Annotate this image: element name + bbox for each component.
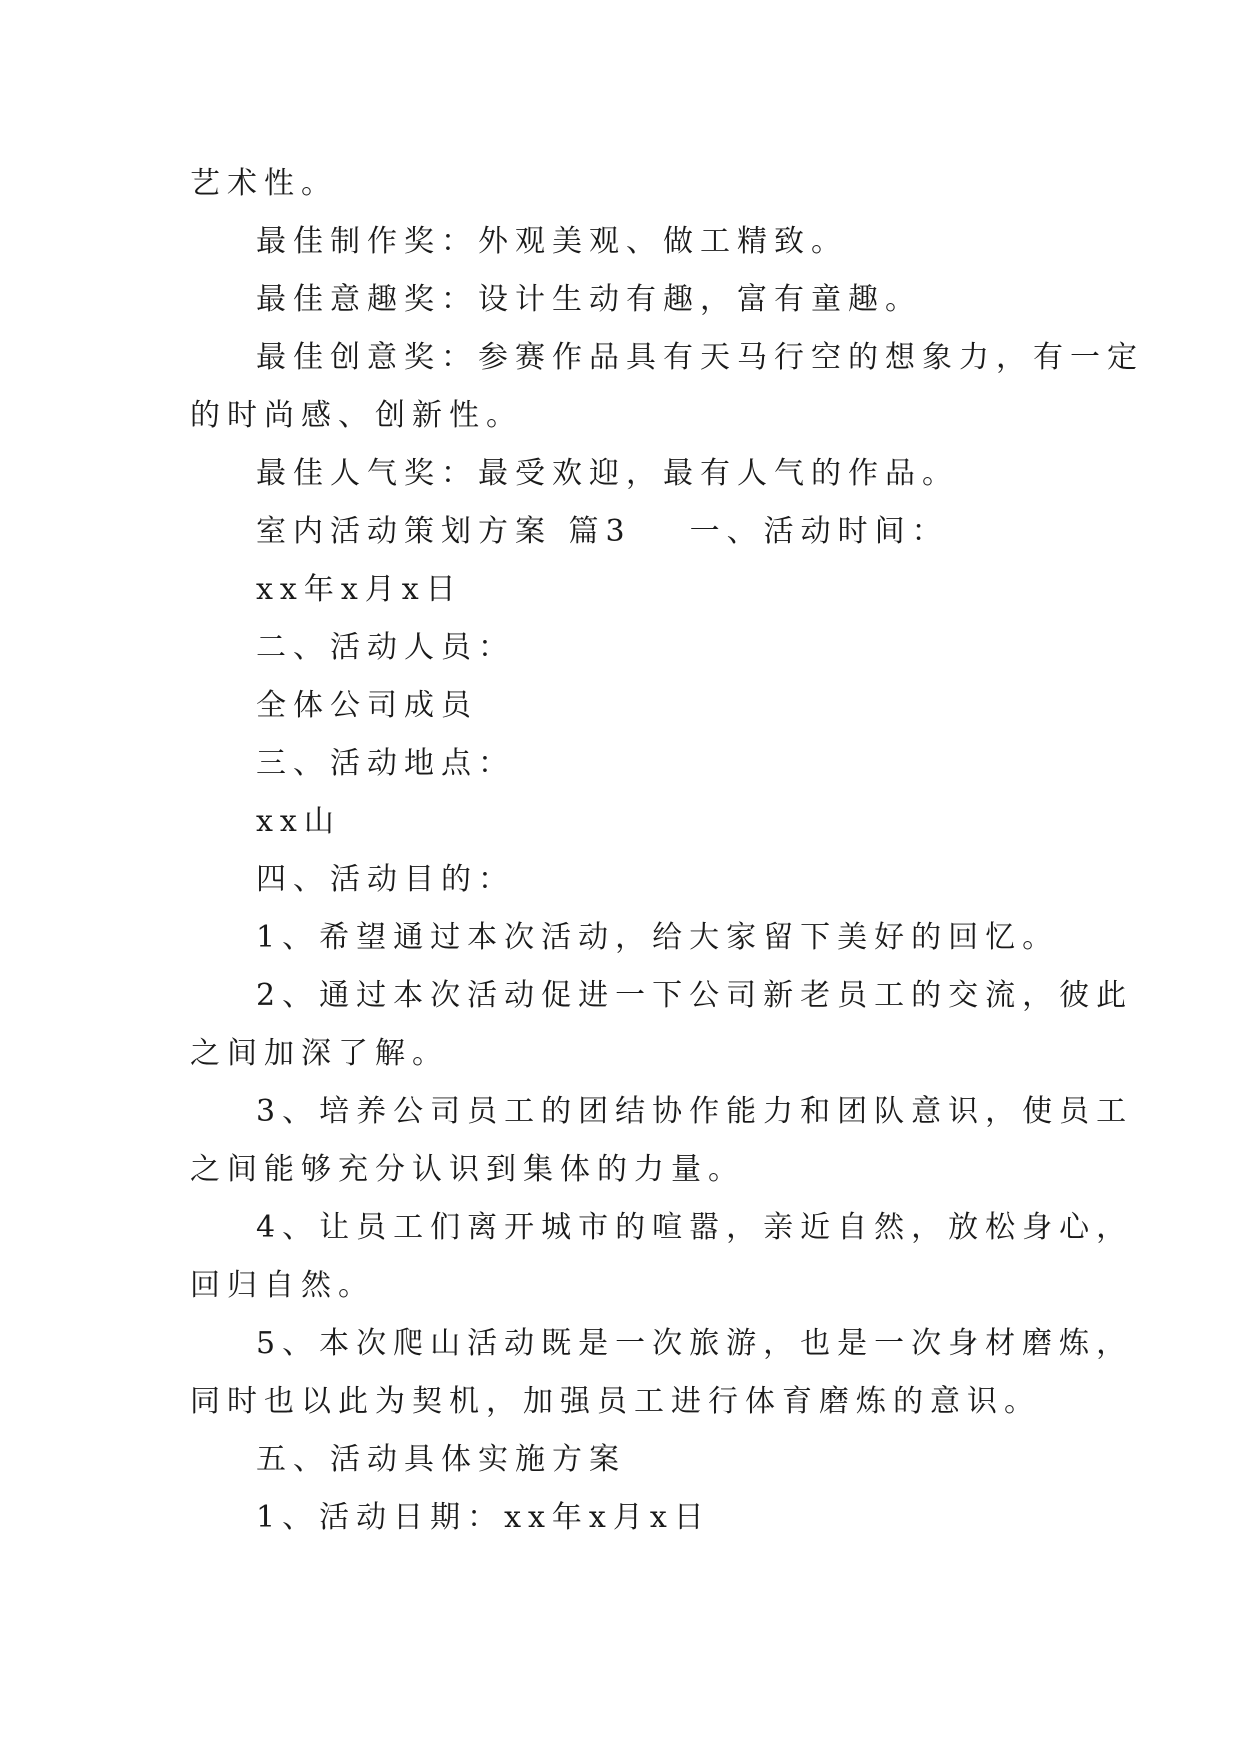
text-line: 最佳制作奖：外观美观、做工精致。: [256, 224, 848, 259]
text-line: 全体公司成员: [256, 688, 478, 723]
text-line: 的时尚感、创新性。: [190, 398, 523, 433]
text-line: 1、活动日期：xx年x月x日: [256, 1500, 711, 1535]
text-line: 之间能够充分认识到集体的力量。: [190, 1152, 745, 1187]
text-line: xx山: [256, 804, 341, 839]
text-line: 三、活动地点：: [256, 746, 515, 781]
section-heading-line: [256, 512, 949, 552]
section-title: 室内活动策划方案 篇3: [256, 514, 632, 549]
text-line: 最佳创意奖：参赛作品具有天马行空的想象力，有一定: [256, 340, 1144, 375]
text-line: 二、活动人员：: [256, 630, 515, 665]
text-line: 最佳人气奖：最受欢迎，最有人气的作品。: [256, 456, 959, 491]
text-line: xx年x月x日: [256, 572, 463, 607]
text-line: 5、本次爬山活动既是一次旅游，也是一次身材磨炼，: [256, 1326, 1134, 1361]
text-line: 3、培养公司员工的团结协作能力和团队意识，使员工: [256, 1094, 1134, 1129]
text-line: 2、通过本次活动促进一下公司新老员工的交流，彼此: [256, 978, 1134, 1013]
text-line: 五、活动具体实施方案: [256, 1442, 626, 1477]
text-line: 回归自然。: [190, 1268, 375, 1303]
text-line: 4、让员工们离开城市的喧嚣，亲近自然，放松身心，: [256, 1210, 1134, 1245]
text-line: 最佳意趣奖：设计生动有趣，富有童趣。: [256, 282, 922, 317]
text-line: 1、希望通过本次活动，给大家留下美好的回忆。: [256, 920, 1060, 955]
text-line: 之间加深了解。: [190, 1036, 449, 1071]
text-line: 四、活动目的：: [256, 862, 515, 897]
text-line: 同时也以此为契机，加强员工进行体育磨炼的意识。: [190, 1384, 1041, 1419]
subsection-heading: 一、活动时间：: [689, 514, 949, 549]
text-line: 艺术性。: [190, 166, 338, 201]
